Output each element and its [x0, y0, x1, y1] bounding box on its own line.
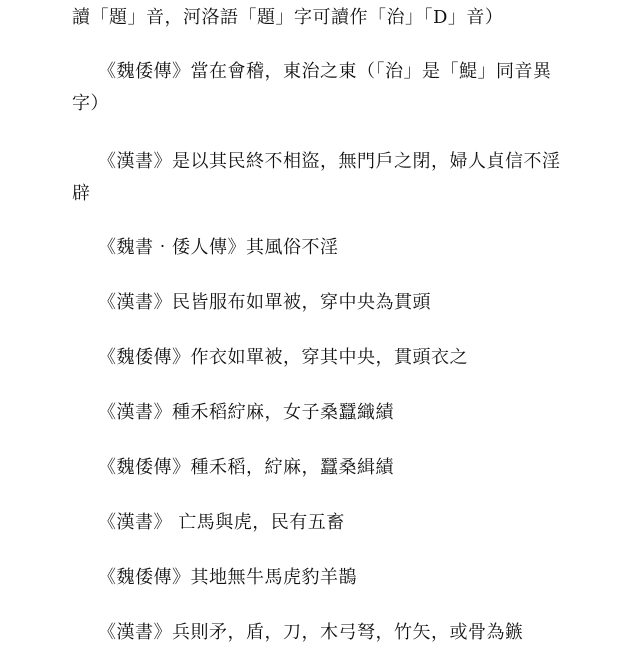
- paragraph-wei-wo-zhuan-location: 《魏倭傳》當在會稽，東治之東（「治」是「鯷」同音異字）: [72, 61, 552, 114]
- paragraph-hanshu-animals: 《漢書》 亡馬與虎，民有五畜: [98, 512, 345, 533]
- paragraph-wei-wo-zhuan-agriculture: 《魏倭傳》種禾稻，紵麻，蠶桑緝績: [98, 457, 394, 478]
- paragraph-weishu-customs: 《魏書‧倭人傳》其風俗不淫: [98, 237, 339, 258]
- paragraph-wei-wo-zhuan-animals: 《魏倭傳》其地無牛馬虎豹羊鵲: [98, 567, 357, 588]
- paragraph-hanshu-agriculture: 《漢書》種禾稻紵麻，女子桑蠶織績: [98, 402, 394, 423]
- paragraph-wei-wo-zhuan-clothing: 《魏倭傳》作衣如單被，穿其中央，貫頭衣之: [98, 347, 468, 368]
- paragraph-hanshu-customs: 《漢書》是以其民終不相盜，無門戶之閉，婦人貞信不淫辟: [72, 151, 561, 204]
- paragraph-continuation: 讀「題」音，河洛語「題」字可讀作「治」「D」音）: [72, 7, 504, 28]
- paragraph-hanshu-weapons: 《漢書》兵則矛，盾，刀，木弓弩，竹矢，或骨為鏃: [98, 622, 524, 643]
- paragraph-hanshu-clothing: 《漢書》民皆服布如單被，穿中央為貫頭: [98, 292, 431, 313]
